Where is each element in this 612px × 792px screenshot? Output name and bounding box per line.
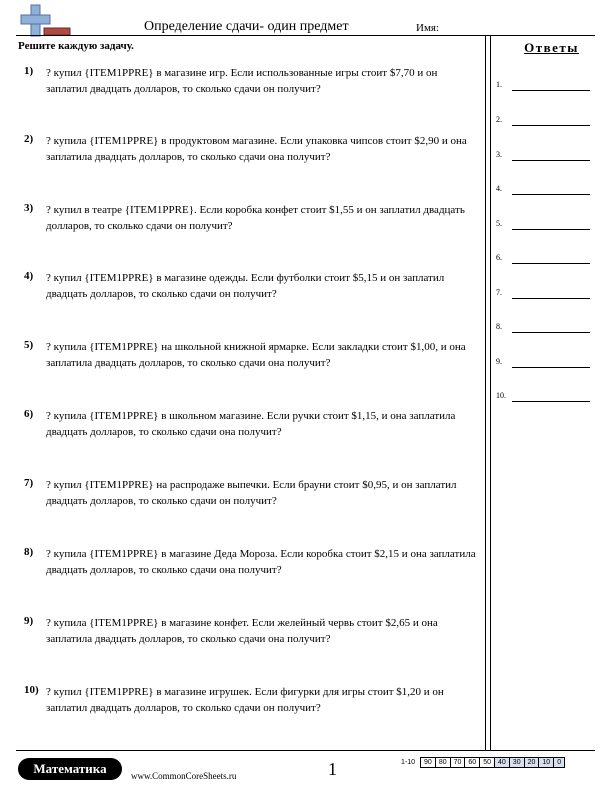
math-logo-icon — [20, 4, 72, 38]
problem-number: 10) — [24, 684, 39, 696]
answer-number: 3. — [496, 150, 502, 159]
problem-number: 7) — [24, 477, 34, 489]
answer-line — [512, 332, 590, 333]
name-label: Имя: — [416, 22, 440, 34]
answer-line — [512, 160, 590, 161]
page-number: 1 — [328, 759, 337, 779]
problem-text: ? купил {ITEM1PPRE} в магазине игр. Если использованные игры стоит $7,70 и он заплатил двадцать долларов, то сколько сдачи он получит? — [46, 67, 438, 95]
footer-rule — [16, 750, 595, 751]
problem-number: 4) — [24, 270, 34, 282]
problem-text: ? купил {ITEM1PPRE} на распродаже выпечки. Если брауни стоит $0,95, и он заплатил двадцать долларов, то сколько сдачи он получит? — [46, 479, 457, 507]
header-rule — [16, 35, 595, 36]
score-range: 1-10 — [401, 759, 416, 766]
answer-blank-7[interactable] — [496, 288, 596, 302]
problem-text: ? купила {ITEM1PPRE} в магазине Деда Мороза. Если коробка стоит $2,15 и она заплатила двадцать долларов, то сколько сдачи она получит? — [46, 548, 476, 576]
score-cell: 90 — [421, 758, 436, 768]
score-table — [398, 757, 565, 768]
column-divider — [490, 35, 491, 750]
answer-number: 6. — [496, 253, 502, 262]
score-cell: 30 — [509, 758, 524, 768]
score-cell: 80 — [435, 758, 450, 768]
answer-line — [512, 90, 590, 91]
answer-blank-4[interactable] — [496, 184, 596, 198]
problem-number: 1) — [24, 65, 34, 77]
problem-number: 8) — [24, 546, 34, 558]
problem-text: ? купила {ITEM1PPRE} в магазине конфет. Если желейный червь стоит $2,65 и она заплатила двадцать долларов, то сколько сдачи она получит? — [46, 617, 438, 645]
problem-text: ? купил {ITEM1PPRE} в магазине одежды. Если футболки стоит $5,15 и он заплатил двадцать долларов, то сколько сдачи он получит? — [46, 272, 445, 300]
problem-number: 5) — [24, 339, 34, 351]
answer-number: 5. — [496, 219, 502, 228]
answer-number: 8. — [496, 322, 502, 331]
answer-line — [512, 367, 590, 368]
answer-line — [512, 125, 590, 126]
answer-blank-6[interactable] — [496, 253, 596, 267]
answer-number: 1. — [496, 80, 502, 89]
answer-blank-8[interactable] — [496, 322, 596, 336]
answer-number: 7. — [496, 288, 502, 297]
problem-number: 3) — [24, 202, 34, 214]
problem-text: ? купила {ITEM1PPRE} в продуктовом магазине. Если упаковка чипсов стоит $2,90 и она заплатила двадцать долларов, то сколько сдачи она получит? — [46, 135, 467, 163]
score-cell: 40 — [495, 758, 510, 768]
column-divider — [485, 35, 486, 750]
score-cell: 20 — [524, 758, 539, 768]
problem-number: 6) — [24, 408, 34, 420]
problem-text: ? купил в театре {ITEM1PPRE}. Если коробка конфет стоит $1,55 и он заплатил двадцать долларов, то сколько сдачи он получит? — [46, 204, 465, 232]
score-cell: 0 — [554, 758, 565, 768]
answer-line — [512, 194, 590, 195]
answer-blank-5[interactable] — [496, 219, 596, 233]
score-cell: 70 — [450, 758, 465, 768]
answer-number: 10. — [496, 391, 506, 400]
answer-line — [512, 298, 590, 299]
answer-blank-10[interactable] — [496, 391, 596, 405]
problem-text: ? купила {ITEM1PPRE} в школьном магазине. Если ручки стоит $1,15, и она заплатила двадцать долларов, то сколько сдачи она получит? — [46, 410, 456, 438]
score-cell: 50 — [480, 758, 495, 768]
answer-line — [512, 263, 590, 264]
answer-blank-2[interactable] — [496, 115, 596, 129]
answer-blank-1[interactable] — [496, 80, 596, 94]
answer-number: 9. — [496, 357, 502, 366]
answer-line — [512, 229, 590, 230]
problem-number: 2) — [24, 133, 34, 145]
answer-number: 4. — [496, 184, 502, 193]
score-cell: 60 — [465, 758, 480, 768]
answer-blank-3[interactable] — [496, 150, 596, 164]
problem-text: ? купил {ITEM1PPRE} в магазине игрушек. Если фигурки для игры стоит $1,20 и он заплатил двадцать долларов, то сколько сдачи он получит? — [46, 686, 444, 714]
instructions: Решите каждую задачу. — [18, 40, 134, 52]
problem-number: 9) — [24, 615, 34, 627]
site-url: www.CommonCoreSheets.ru — [131, 771, 237, 781]
answer-line — [512, 401, 590, 402]
problem-text: ? купила {ITEM1PPRE} на школьной книжной ярмарке. Если закладки стоит $1,00, и она заплатила двадцать долларов, то сколько сдачи она получит? — [46, 341, 466, 369]
answer-number: 2. — [496, 115, 502, 124]
worksheet-title: Определение сдачи- один предмет — [144, 19, 349, 34]
answers-heading: Ответы — [524, 40, 579, 55]
brand-badge: Математика — [18, 758, 122, 780]
answer-blank-9[interactable] — [496, 357, 596, 371]
score-cell: 10 — [539, 758, 554, 768]
